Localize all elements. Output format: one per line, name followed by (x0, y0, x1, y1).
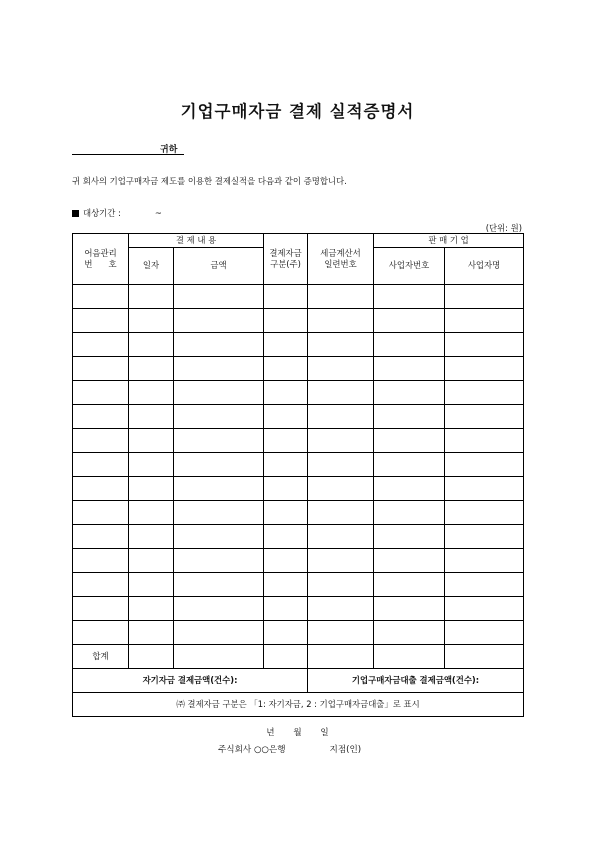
table-cell[interactable] (73, 477, 129, 501)
table-cell[interactable] (129, 285, 174, 309)
table-row (73, 597, 524, 621)
total-date-cell[interactable] (129, 645, 174, 669)
loan-funds-summary: 기업구매자금대출 결제금액(건수): (308, 669, 524, 693)
header-fund-type (264, 234, 308, 285)
table-cell[interactable] (308, 597, 374, 621)
table-cell[interactable] (308, 333, 374, 357)
table-cell[interactable] (445, 597, 524, 621)
unit-label: (단위: 원) (485, 223, 522, 233)
header-bill-number-line2: 번 호 (84, 259, 117, 269)
table-cell[interactable] (73, 501, 129, 525)
table-cell[interactable] (73, 285, 129, 309)
table-cell[interactable] (308, 549, 374, 573)
table-cell[interactable] (445, 357, 524, 381)
table-row (73, 477, 524, 501)
table-row (73, 309, 524, 333)
table-cell[interactable] (264, 621, 308, 645)
table-cell[interactable] (445, 549, 524, 573)
table-cell[interactable] (129, 453, 174, 477)
total-cell[interactable] (445, 645, 524, 669)
table-cell[interactable] (374, 621, 445, 645)
table-cell[interactable] (73, 597, 129, 621)
total-amount-cell[interactable] (174, 645, 264, 669)
header-fund-type-line1: 결제자금 (269, 247, 302, 258)
header-seller-company: 판 매 기 업 (374, 234, 524, 248)
table-cell[interactable] (174, 477, 264, 501)
table-cell[interactable] (264, 525, 308, 549)
table-cell[interactable] (264, 597, 308, 621)
table-cell[interactable] (264, 285, 308, 309)
table-cell[interactable] (374, 549, 445, 573)
table-cell[interactable] (129, 573, 174, 597)
table-cell[interactable] (174, 357, 264, 381)
table-cell[interactable] (374, 429, 445, 453)
table-cell[interactable] (308, 525, 374, 549)
table-cell[interactable] (445, 381, 524, 405)
bullet-square-icon (72, 210, 79, 217)
target-period (72, 207, 162, 219)
header-bill-number (73, 234, 129, 285)
table-cell[interactable] (73, 453, 129, 477)
table-cell[interactable] (264, 549, 308, 573)
table-row (73, 285, 524, 309)
table-cell[interactable] (445, 333, 524, 357)
table-cell[interactable] (308, 285, 374, 309)
table-cell[interactable] (264, 333, 308, 357)
header-invoice-line1: 세금계산서 (320, 247, 361, 258)
table-cell[interactable] (129, 477, 174, 501)
table-cell[interactable] (374, 525, 445, 549)
table-cell[interactable] (445, 429, 524, 453)
header-payment-details: 결 제 내 용 (129, 234, 264, 248)
table-cell[interactable] (73, 549, 129, 573)
total-row (73, 645, 524, 669)
addressee-label: 귀하 (160, 145, 178, 155)
table-cell[interactable] (374, 477, 445, 501)
table-cell[interactable] (174, 453, 264, 477)
table-cell[interactable] (129, 333, 174, 357)
table-cell[interactable] (308, 573, 374, 597)
table-cell[interactable] (308, 621, 374, 645)
table-cell[interactable] (174, 621, 264, 645)
table-cell[interactable] (374, 597, 445, 621)
table-row (73, 429, 524, 453)
table-cell[interactable] (374, 309, 445, 333)
table-cell[interactable] (445, 405, 524, 429)
table-cell[interactable] (129, 309, 174, 333)
table-cell[interactable] (445, 285, 524, 309)
table-cell[interactable] (129, 621, 174, 645)
table-cell[interactable] (73, 357, 129, 381)
table-cell[interactable] (129, 549, 174, 573)
document-title: 기업구매자금 결제 실적증명서 (180, 102, 415, 121)
table-cell[interactable] (374, 333, 445, 357)
table-cell[interactable] (174, 573, 264, 597)
table-row (73, 333, 524, 357)
table-cell[interactable] (73, 405, 129, 429)
day-label: 일 (320, 728, 329, 738)
header-date: 일자 (129, 248, 174, 285)
table-cell[interactable] (308, 453, 374, 477)
table-cell[interactable] (264, 381, 308, 405)
table-cell[interactable] (445, 309, 524, 333)
period-label: 대상기간 : (83, 208, 121, 218)
table-cell[interactable] (445, 453, 524, 477)
table-cell[interactable] (174, 501, 264, 525)
table-cell[interactable] (174, 309, 264, 333)
table-cell[interactable] (129, 525, 174, 549)
table-cell[interactable] (374, 573, 445, 597)
table-cell[interactable] (174, 429, 264, 453)
table-cell[interactable] (374, 381, 445, 405)
payment-record-table (72, 233, 524, 717)
table-cell[interactable] (264, 453, 308, 477)
table-cell[interactable] (374, 453, 445, 477)
table-cell[interactable] (174, 381, 264, 405)
table-cell[interactable] (174, 333, 264, 357)
table-row (73, 573, 524, 597)
table-row (73, 381, 524, 405)
table-cell[interactable] (264, 357, 308, 381)
issuer-signature (218, 743, 361, 755)
table-cell[interactable] (174, 597, 264, 621)
table-row (73, 525, 524, 549)
table-row (73, 357, 524, 381)
table-cell[interactable] (308, 381, 374, 405)
table-cell[interactable] (129, 597, 174, 621)
table-cell[interactable] (445, 621, 524, 645)
branch-seal-label: 지점(인) (329, 745, 362, 755)
table-cell[interactable] (129, 381, 174, 405)
table-cell[interactable] (129, 429, 174, 453)
table-cell[interactable] (73, 429, 129, 453)
table-cell[interactable] (264, 501, 308, 525)
own-funds-summary: 자기자금 결제금액(건수): (73, 669, 308, 693)
table-cell[interactable] (308, 429, 374, 453)
total-cell[interactable] (264, 645, 308, 669)
table-cell[interactable] (174, 549, 264, 573)
table-cell[interactable] (445, 573, 524, 597)
note-row (73, 693, 524, 717)
table-cell[interactable] (129, 357, 174, 381)
table-cell[interactable] (73, 333, 129, 357)
table-cell[interactable] (73, 381, 129, 405)
table-cell[interactable] (445, 501, 524, 525)
header-invoice-line2: 일련번호 (324, 259, 357, 269)
table-cell[interactable] (445, 525, 524, 549)
table-cell[interactable] (129, 405, 174, 429)
table-cell[interactable] (264, 429, 308, 453)
table-cell[interactable] (308, 309, 374, 333)
table-cell[interactable] (308, 477, 374, 501)
issue-date (0, 726, 595, 738)
table-cell[interactable] (308, 357, 374, 381)
table-row (73, 453, 524, 477)
total-cell[interactable] (308, 645, 374, 669)
table-cell[interactable] (264, 309, 308, 333)
table-cell[interactable] (73, 573, 129, 597)
header-invoice-number (308, 234, 374, 285)
table-row (73, 501, 524, 525)
header-bill-number-line1: 어음관리 (84, 247, 117, 258)
header-business-name: 사업자명 (445, 248, 524, 285)
table-row (73, 549, 524, 573)
table-cell[interactable] (374, 501, 445, 525)
table-row (73, 405, 524, 429)
header-fund-type-line2: 구분(주) (270, 259, 301, 269)
month-label: 월 (293, 728, 302, 738)
table-cell[interactable] (308, 501, 374, 525)
fund-type-note: ㈜ 결제자금 구분은 「1: 자기자금, 2 : 기업구매자금대출」로 표시 (73, 693, 524, 717)
table-cell[interactable] (445, 477, 524, 501)
table-cell[interactable] (264, 405, 308, 429)
period-separator: ~ (154, 208, 162, 218)
bank-name: 주식회사 ○○은행 (218, 745, 286, 755)
table-cell[interactable] (73, 621, 129, 645)
header-amount: 금액 (174, 248, 264, 285)
intro-text: 귀 회사의 기업구매자금 제도를 이용한 결제실적을 다음과 같이 증명합니다. (72, 176, 347, 186)
table-cell[interactable] (174, 525, 264, 549)
table-cell[interactable] (374, 405, 445, 429)
table-cell[interactable] (73, 309, 129, 333)
year-label: 년 (266, 728, 275, 738)
table-row (73, 621, 524, 645)
table-cell[interactable] (73, 525, 129, 549)
table-cell[interactable] (129, 501, 174, 525)
total-label: 합계 (73, 645, 129, 669)
header-business-number: 사업자번호 (374, 248, 445, 285)
table-cell[interactable] (174, 285, 264, 309)
table-cell[interactable] (264, 573, 308, 597)
table-cell[interactable] (308, 405, 374, 429)
table-cell[interactable] (174, 405, 264, 429)
table-cell[interactable] (374, 357, 445, 381)
table-cell[interactable] (264, 477, 308, 501)
payment-summary-row (73, 669, 524, 693)
table-cell[interactable] (374, 285, 445, 309)
total-cell[interactable] (374, 645, 445, 669)
